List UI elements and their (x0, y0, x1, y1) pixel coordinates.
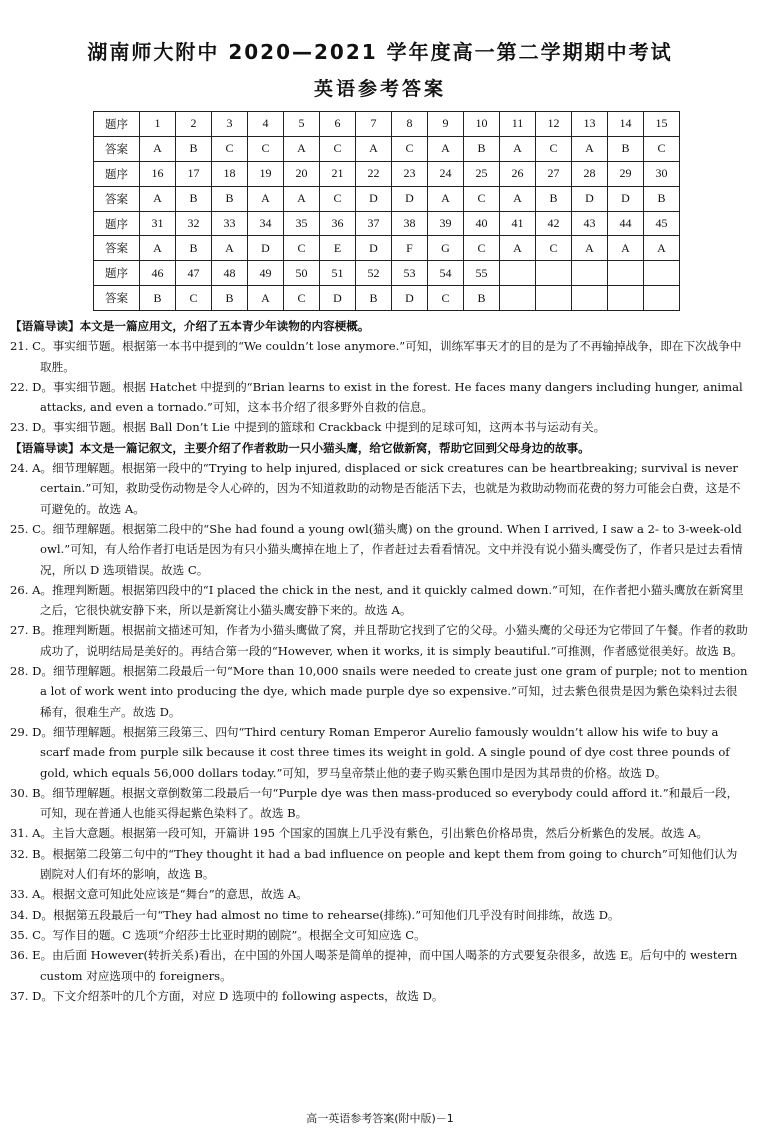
answer-table (93, 111, 680, 311)
answer-cell: B (212, 186, 248, 211)
answer-cell: 40 (464, 211, 500, 236)
answer-cell: 14 (608, 112, 644, 137)
answer-cell: 11 (500, 112, 536, 137)
answer-cell: 52 (356, 261, 392, 286)
row-label: 题序 (94, 261, 140, 286)
answer-cell: A (500, 136, 536, 161)
answer-cell: 10 (464, 112, 500, 137)
answer-table-row (94, 136, 680, 161)
answer-cell: D (392, 286, 428, 311)
answer-cell: 2 (176, 112, 212, 137)
answer-cell: 30 (644, 161, 680, 186)
row-label: 答案 (94, 286, 140, 311)
answer-table-row (94, 236, 680, 261)
answer-explanation: 30. B。细节理解题。根据文章倒数第二段最后一句“Purple dye was then mass-produced so everybody could afford it.”和最后一段，可知，现在普通人也能买得起紫色染料了。故选 B。 (10, 785, 739, 821)
answer-cell: A (644, 236, 680, 261)
answer-cell: B (464, 136, 500, 161)
answer-cell: 29 (608, 161, 644, 186)
answer-cell: D (392, 186, 428, 211)
answer-cell: 42 (536, 211, 572, 236)
answer-cell: 8 (392, 112, 428, 137)
answer-cell: 16 (140, 161, 176, 186)
answer-cell: 24 (428, 161, 464, 186)
answer-cell: A (140, 186, 176, 211)
answer-cell: C (284, 286, 320, 311)
answer-cell: C (464, 236, 500, 261)
answer-cell: 39 (428, 211, 464, 236)
row-label: 题序 (94, 161, 140, 186)
answer-cell: D (320, 286, 356, 311)
answer-explanation: 26. A。推理判断题。根据第四段中的“I placed the chick in the nest, and it quickly calmed down.”可知，在作者把小猫头鹰放在新窝里之后，它很快就安静下来，所以是新窝让小猫头鹰安静下来的。故选 A。 (10, 582, 744, 618)
answer-cell: C (644, 136, 680, 161)
answer-cell: 31 (140, 211, 176, 236)
answer-explanation: 37. D。下文介绍茶叶的几个方面，对应 D 选项中的 following aspects，故选 D。 (10, 988, 444, 1003)
answer-cell: D (608, 186, 644, 211)
answer-cell: A (248, 186, 284, 211)
answer-cell: A (140, 136, 176, 161)
answer-cell: B (464, 286, 500, 311)
page-title: 湖南师大附中 2020—2021 学年度高一第二学期期中考试 (87, 40, 673, 64)
answer-cell: 50 (284, 261, 320, 286)
answer-cell: 49 (248, 261, 284, 286)
row-label: 答案 (94, 236, 140, 261)
answer-cell: 32 (176, 211, 212, 236)
answer-explanation: 32. B。根据第二段第二句中的“They thought it had a bad influence on people and kept them from going to church”可知他们认为剧院对人们有坏的影响，故选 B。 (10, 846, 738, 882)
answer-cell: A (572, 136, 608, 161)
answer-explanation: 36. E。由后面 However(转折关系)看出，在中国的外国人喝茶是简单的提神，而中国人喝茶的方式要复杂很多，故选 E。后句中的 western custom 对应选项中的 foreigners。 (10, 948, 738, 983)
answer-explanation: 25. C。细节理解题。根据第二段中的“She had found a young owl(猫头鹰) on the ground. When I arrived, I saw a 2- to 3-week-old owl.”可知，有人给作者打电话是因为有只小猫头鹰掉在地上了，作者赶过去看看情况。文中并没有说小猫头鹰受伤了，作者只是过去看情况，所以 D 选项错误。故选 C。 (10, 521, 743, 577)
answer-explanation: 22. D。事实细节题。根据 Hatchet 中提到的“Brian learns to exist in the forest. He faces many dangers including hunger, animal attacks, and even a tornado.”可知，这本书介绍了很多野外自救的信息。 (10, 379, 743, 415)
answer-cell (500, 286, 536, 311)
answer-cell (572, 261, 608, 286)
answer-explanation: 35. C。写作目的题。C 选项“介绍莎士比亚时期的剧院”。根据全文可知应选 C。 (10, 927, 426, 942)
answer-explanation: 28. D。细节理解题。根据第二段最后一句“More than 10,000 snails were needed to create just one gram of purple; not to mention a lot of work went into producing the dye, which made purple dye so expensive.”可知，过去紫色很贵是因为紫色染料过去很稀有，很难生产。故选 D。 (10, 664, 748, 719)
answer-cell (572, 286, 608, 311)
answer-cell: C (248, 136, 284, 161)
answer-cell: A (608, 236, 644, 261)
passage-guide: 【语篇导读】本文是一篇记叙文，主要介绍了作者救助一只小猫头鹰，给它做新窝，帮助它回到父母身边的故事。 (10, 440, 590, 455)
answer-cell: 28 (572, 161, 608, 186)
answer-cell: 25 (464, 161, 500, 186)
answer-cell: 7 (356, 112, 392, 137)
answer-table-row (94, 186, 680, 211)
answer-cell: 33 (212, 211, 248, 236)
answer-cell: 4 (248, 112, 284, 137)
answer-cell: 37 (356, 211, 392, 236)
passage-guide: 【语篇导读】本文是一篇应用文，介绍了五本青少年读物的内容梗概。 (10, 319, 370, 333)
answer-cell: 22 (356, 161, 392, 186)
answer-cell: 19 (248, 161, 284, 186)
answer-cell: C (284, 236, 320, 261)
answer-cell: B (212, 286, 248, 311)
answer-cell: 45 (644, 211, 680, 236)
answer-cell: A (284, 136, 320, 161)
answer-cell: B (608, 136, 644, 161)
answer-table-row (94, 112, 680, 137)
answer-explanation: 27. B。推理判断题。根据前文描述可知，作者为小猫头鹰做了窝，并且帮助它找到了它的父母。小猫头鹰的父母还为它带回了午餐。作者的救助成功了，说明结局是美好的。再结合第一段的“However, when it works, it is simply beautiful.”可推测，作者感觉很美好。故选 B。 (10, 623, 748, 658)
answer-cell: E (320, 236, 356, 261)
answer-cell (644, 286, 680, 311)
answer-cell: B (536, 186, 572, 211)
answer-cell: 43 (572, 211, 608, 236)
answer-cell: 48 (212, 261, 248, 286)
answer-cell: B (644, 186, 680, 211)
answer-cell: 46 (140, 261, 176, 286)
answer-cell: C (428, 286, 464, 311)
answer-cell: 47 (176, 261, 212, 286)
answer-cell (500, 261, 536, 286)
answer-explanation: 34. D。根据第五段最后一句“They had almost no time to rehearse(排练).”可知他们几乎没有时间排练，故选 D。 (10, 907, 620, 922)
answer-explanation: 33. A。根据文意可知此处应该是“舞台”的意思，故选 A。 (10, 887, 308, 902)
answer-cell: A (428, 186, 464, 211)
answer-cell: A (140, 236, 176, 261)
answer-cell: D (572, 186, 608, 211)
answer-cell: G (428, 236, 464, 261)
answer-cell: 1 (140, 112, 176, 137)
answer-explanation: 21. C。事实细节题。根据第一本书中提到的“We couldn’t lose anymore.”可知，训练军事天才的目的是为了不再输掉战争，即在下次战争中取胜。 (10, 339, 742, 374)
row-label: 题序 (94, 112, 140, 137)
answer-cell (536, 261, 572, 286)
answer-cell: 3 (212, 112, 248, 137)
answer-cell (644, 261, 680, 286)
answer-cell: C (212, 136, 248, 161)
answer-cell: 55 (464, 261, 500, 286)
answer-cell: A (428, 136, 464, 161)
answer-cell: A (212, 236, 248, 261)
answer-explanation: 29. D。细节理解题。根据第三段第三、四句“Third century Roman Emperor Aurelio famously wouldn’t allow his wife to buy a scarf made from purple silk because it cost three times its weight in gold. A single pound of dye cost three pounds of gold, which equals 56,000 dollars today.”可知，罗马皇帝禁止他的妻子购买紫色围巾是因为其昂贵的价格。故选 D。 (10, 724, 730, 780)
answer-cell: F (392, 236, 428, 261)
answer-cell: 41 (500, 211, 536, 236)
answer-cell: C (536, 136, 572, 161)
page-footer: 高一英语参考答案(附中版)－1 (306, 1112, 454, 1125)
row-label: 答案 (94, 136, 140, 161)
answer-cell: 23 (392, 161, 428, 186)
answer-table-row (94, 161, 680, 186)
answer-cell: C (392, 136, 428, 161)
answer-cell: 17 (176, 161, 212, 186)
answer-cell: 26 (500, 161, 536, 186)
answer-cell: 27 (536, 161, 572, 186)
answer-cell: D (356, 236, 392, 261)
answer-cell: A (356, 136, 392, 161)
answer-cell: A (500, 236, 536, 261)
answer-cell: 9 (428, 112, 464, 137)
answer-cell: 5 (284, 112, 320, 137)
answer-cell: B (356, 286, 392, 311)
answer-cell: A (284, 186, 320, 211)
answer-cell: 44 (608, 211, 644, 236)
answer-cell: 34 (248, 211, 284, 236)
row-label: 答案 (94, 186, 140, 211)
answer-cell: 51 (320, 261, 356, 286)
page-subtitle: 英语参考答案 (313, 78, 446, 100)
answer-cell: C (320, 136, 356, 161)
answer-explanation: 31. A。主旨大意题。根据第一段可知，开篇讲 195 个国家的国旗上几乎没有紫色，引出紫色价格昂贵，然后分析紫色的发展。故选 A。 (10, 826, 709, 841)
answer-cell: B (176, 136, 212, 161)
answer-cell: D (356, 186, 392, 211)
row-label: 题序 (94, 211, 140, 236)
answer-cell: B (140, 286, 176, 311)
answer-cell: A (248, 286, 284, 311)
answer-table-row (94, 261, 680, 286)
answer-cell: B (176, 186, 212, 211)
answer-cell: 54 (428, 261, 464, 286)
answer-cell: 53 (392, 261, 428, 286)
answer-cell: 20 (284, 161, 320, 186)
answer-cell: 21 (320, 161, 356, 186)
answer-cell: A (500, 186, 536, 211)
answer-table-row (94, 286, 680, 311)
answer-table-row (94, 211, 680, 236)
answer-cell: 18 (212, 161, 248, 186)
answer-cell: 15 (644, 112, 680, 137)
answer-cell: C (320, 186, 356, 211)
answer-cell: 13 (572, 112, 608, 137)
answer-cell: 6 (320, 112, 356, 137)
answer-cell: 36 (320, 211, 356, 236)
answer-cell: B (176, 236, 212, 261)
answer-cell: C (464, 186, 500, 211)
answer-cell: D (248, 236, 284, 261)
answer-cell: C (536, 236, 572, 261)
answer-cell: 35 (284, 211, 320, 236)
answer-explanation: 24. A。细节理解题。根据第一段中的“Trying to help injured, displaced or sick creatures can be heartbreaking; survival is never certain.”可知，救助受伤动物是令人心碎的，因为不知道救助的动物是否能活下去，也就是为救助动物而花费的努力可能会白费，这是不可避免的。故选 A。 (10, 461, 741, 516)
answer-cell (536, 286, 572, 311)
answer-cell: 38 (392, 211, 428, 236)
answer-cell: C (176, 286, 212, 311)
answer-cell: A (572, 236, 608, 261)
answer-cell: 12 (536, 112, 572, 137)
answer-cell (608, 261, 644, 286)
answer-explanation: 23. D。事实细节题。根据 Ball Don’t Lie 中提到的篮球和 Crackback 中提到的足球可知，这两本书与运动有关。 (10, 420, 606, 435)
answer-cell (608, 286, 644, 311)
explanations (10, 316, 748, 1006)
